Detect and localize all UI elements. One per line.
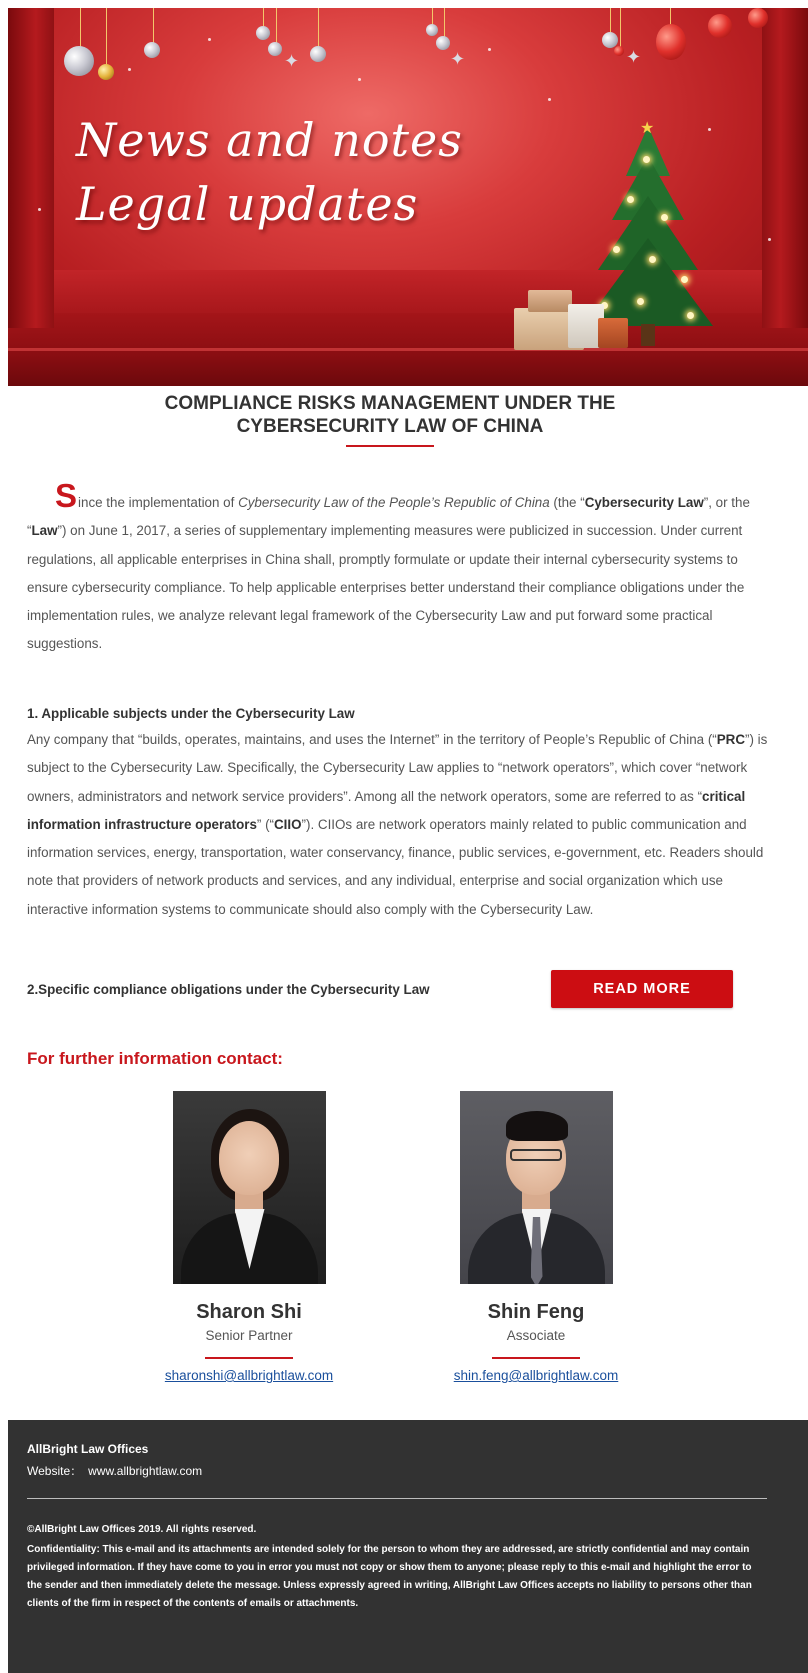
footer-website — [27, 1462, 202, 1479]
star-ornament-icon: ✦ — [284, 51, 300, 71]
christmas-banner — [8, 8, 808, 386]
contact-card — [139, 1091, 359, 1385]
curtain-right — [762, 8, 808, 328]
glasses-icon — [510, 1149, 562, 1161]
ornament-ball-icon — [144, 42, 160, 58]
contact-divider — [205, 1357, 293, 1359]
contact-name: Sharon Shi — [196, 1301, 302, 1323]
law-short-name: Cybersecurity Law — [584, 495, 704, 510]
footer-divider — [27, 1498, 767, 1499]
ornament-string — [276, 8, 277, 46]
law-name: Cybersecurity Law of the People’s Republic of China — [238, 495, 550, 510]
prc-term: PRC — [716, 732, 746, 747]
star-ornament-icon: ✦ — [450, 49, 466, 69]
ornament-string — [153, 8, 154, 44]
contact-role: Associate — [506, 1328, 566, 1343]
banner-title-line2: Legal updates — [76, 177, 419, 231]
ornament-string — [444, 8, 445, 38]
snowflake — [768, 238, 771, 241]
article-title-line1: COMPLIANCE RISKS MANAGEMENT UNDER THE — [164, 393, 616, 414]
ornament-ball-icon — [426, 24, 438, 36]
contact-email-link[interactable]: shin.feng@allbrightlaw.com — [453, 1368, 619, 1383]
section-heading-compliance-obligations: 2.Specific compliance obligations under the Cybersecurity Law — [27, 982, 430, 997]
ornament-string — [610, 8, 611, 34]
stage-edge — [8, 348, 808, 351]
website-link[interactable]: www.allbrightlaw.com — [88, 1464, 203, 1478]
drop-cap: S — [55, 477, 78, 514]
applicable-subjects-paragraph: Any company that “builds, operates, maintains, and uses the Internet” in the territory of People’s Republic of China (“PRC”) is subject to the Cybersecurity Law. Specifically, the Cybersecurity Law applies to “network operators”, which cover “network owners, administrators and network service providers”. Among all the network operators, some are referred to as “critical information infrastructure operators” (“CIIO”). CIIOs are network operators mainly related to public communication and information services, energy, transportation, water conservancy, finance, public services, e-government, etc. Readers should note that providers of network products and services, and any individual, enterprise and social organization which use interactive information systems to communicate should also comply with the Cybersecurity Law. — [27, 732, 768, 917]
intro-paragraph: Since the implementation of Cybersecurity Law of the People’s Republic of China (the “Cybersecurity Law”, or the “Law”) on June 1, 2017, a series of supplementary implementing measures were publicized in succession. Under current regulations, all applicable enterprises in China shall, promptly formulate or update their internal cybersecurity systems to ensure cybersecurity compliance. To help applicable enterprises better understand their compliance obligations under the implementation rules, we analyze relevant legal framework of the Cybersecurity Law and put forward some practical suggestions. — [27, 477, 750, 652]
ornament-string — [106, 8, 107, 66]
footer-confidentiality: Confidentiality: This e-mail and its attachments are intended solely for the person to whom they are addressed, are strictly confidential and may contain privileged information. If they have come to you in error you must not copy or show them to anyone; please reply to this e-mail and highlight the error to the sender and then immediately delete the message. Unless expressly agreed in writing, AllBright Law Offices accepts no liability to persons other than clients of the firm in respect of the contents of emails or attachments. — [27, 1544, 752, 1609]
contact-card — [426, 1091, 646, 1385]
snowflake — [208, 38, 211, 41]
ornament-ball-icon — [708, 14, 732, 38]
contact-role: Senior Partner — [205, 1328, 293, 1343]
gift-box-icon — [598, 318, 628, 348]
ornament-string — [80, 8, 81, 48]
snowflake — [358, 78, 361, 81]
tree-star-icon: ★ — [640, 120, 655, 137]
gift-box-icon — [528, 290, 572, 312]
footer-firm-name: AllBright Law Offices — [27, 1442, 149, 1456]
footer-copyright: ©AllBright Law Offices 2019. All rights reserved. — [27, 1524, 257, 1535]
contact-email-link[interactable]: sharonshi@allbrightlaw.com — [164, 1368, 334, 1383]
ciio-term-full: critical information infrastructure operators — [27, 788, 746, 832]
banner-title — [76, 108, 463, 236]
snowflake — [488, 48, 491, 51]
star-ornament-icon: ✦ — [626, 47, 642, 67]
read-more-button[interactable]: READ MORE — [551, 970, 733, 1008]
footer — [8, 1420, 808, 1673]
ornament-ball-icon — [656, 24, 686, 60]
ornament-ball-icon — [614, 46, 624, 56]
contact-photo — [460, 1091, 613, 1284]
curtain-left — [8, 8, 54, 328]
contact-divider — [492, 1357, 580, 1359]
snowflake — [38, 208, 41, 211]
section-heading-applicable-subjects: 1. Applicable subjects under the Cybersecurity Law — [27, 706, 355, 721]
law-word: Law — [31, 523, 58, 539]
ornament-ball-icon — [602, 32, 618, 48]
contact-heading: For further information contact: — [27, 1049, 283, 1068]
banner-title-line1: News and notes — [76, 113, 463, 167]
contact-photo — [173, 1091, 326, 1284]
ornament-string — [318, 8, 319, 50]
ornament-ball-icon — [310, 46, 326, 62]
contact-name: Shin Feng — [487, 1301, 585, 1323]
ornament-ball-icon — [268, 42, 282, 56]
ornament-ball-icon — [436, 36, 450, 50]
snowflake — [548, 98, 551, 101]
title-underline — [346, 445, 434, 447]
article-title — [130, 392, 650, 438]
ornament-string — [620, 8, 621, 48]
website-label: Website： — [27, 1464, 83, 1478]
ornament-ball-icon — [256, 26, 270, 40]
article-title-line2: CYBERSECURITY LAW OF CHINA — [236, 416, 544, 437]
ornament-ball-icon — [64, 46, 94, 76]
snowflake — [128, 68, 131, 71]
ornament-ball-icon — [98, 64, 114, 80]
ciio-term-short: CIIO — [274, 816, 302, 832]
ornament-ball-icon — [748, 8, 768, 28]
